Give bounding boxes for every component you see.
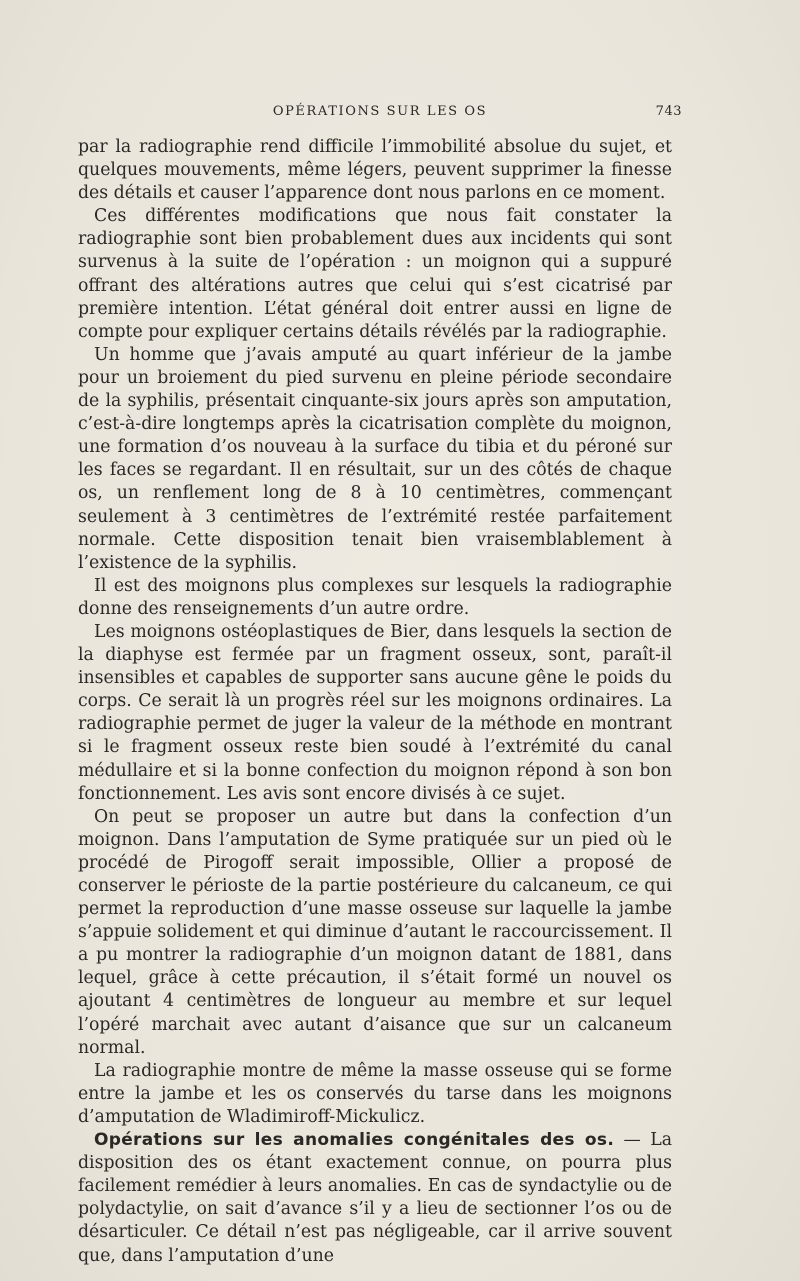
paragraph: On peut se proposer un autre but dans la confection d’un moignon. Dans l’amputation de Syme pratiquée sur un pied où le procédé de Pirogoff serait impossible, Ollier a proposé de conserver le périoste de la partie postérieure du calcaneum, ce qui permet la reproduction d’une masse osseuse sur laquelle la jambe s’appuie solidement et qui diminue d’autant le raccourcissement. Il a pu montrer la radiographie d’un moignon datant de 1881, dans lequel, grâce à cette précaution, il s’était formé un nouvel os ajoutant 4 centimètres de longueur au membre et sur lequel l’opéré marchait avec autant d’aisance que sur un calcaneum normal. (78, 806, 672, 1058)
running-title: OPÉRATIONS SUR LES OS (272, 104, 488, 119)
paragraph: Il est des moignons plus complexes sur lesquels la radiographie donne des renseignements d’un autre ordre. (78, 575, 672, 619)
page-header (78, 104, 682, 126)
section-text: — La disposition des os étant exactement connue, on pourra plus facilement remédier à leurs anomalies. En cas de syndactylie ou de polydactylie, on sait d’avance s’il y a lieu de sectionner l’os ou de désarticuler. Ce détail n’est pas négligeable, car il arrive souvent que, dans l’amputation d’une (78, 1130, 672, 1266)
section-paragraph (78, 1129, 672, 1268)
paragraph: Ces différentes modifications que nous fait constater la radiographie sont bien probablement dues aux incidents qui sont survenus à la suite de l’opération : un moignon qui a suppuré offrant des altérations autres que celui qui s’est cicatrisé par première intention. L’état général doit entrer aussi en ligne de compte pour expliquer certains détails révélés par la radiographie. (78, 206, 672, 342)
body-text (78, 136, 672, 1268)
paragraph: Un homme que j’avais amputé au quart inférieur de la jambe pour un broiement du pied survenu en pleine période secondaire de la syphilis, présentait cinquante-six jours après son amputation, c’est-à-dire longtemps après la cicatrisation complète du moignon, une formation d’os nouveau à la surface du tibia et du péroné sur les faces se regardant. Il en résultait, sur un des côtés de chaque os, un renflement long de 8 à 10 centimètres, commençant seulement à 3 centimètres de l’extrémité restée parfaitement normale. Cette disposition tenait bien vraisemblablement à l’existence de la syphilis. (78, 344, 672, 573)
page-number: 743 (655, 104, 682, 119)
paragraph: La radiographie montre de même la masse osseuse qui se forme entre la jambe et les os conservés du tarse dans les moignons d’amputation de Wladimiroff-Mickulicz. (78, 1060, 672, 1127)
paragraph: Les moignons ostéoplastiques de Bier, dans lesquels la section de la diaphyse est fermée par un fragment osseux, sont, paraît-il insensibles et capables de supporter sans aucune gêne le poids du corps. Ce serait là un progrès réel sur les moignons ordinaires. La radiographie permet de juger la valeur de la méthode en montrant si le fragment osseux reste bien soudé à l’extrémité du canal médullaire et si la bonne confection du moignon répond à son bon fonctionnement. Les avis sont encore divisés à ce sujet. (78, 621, 672, 804)
section-heading: Opérations sur les anomalies congénitales des os. (94, 1130, 615, 1151)
paragraph: par la radiographie rend difficile l’immobilité absolue du sujet, et quelques mouvements, même légers, peuvent supprimer la finesse des détails et causer l’apparence dont nous parlons en ce moment. (78, 137, 672, 204)
